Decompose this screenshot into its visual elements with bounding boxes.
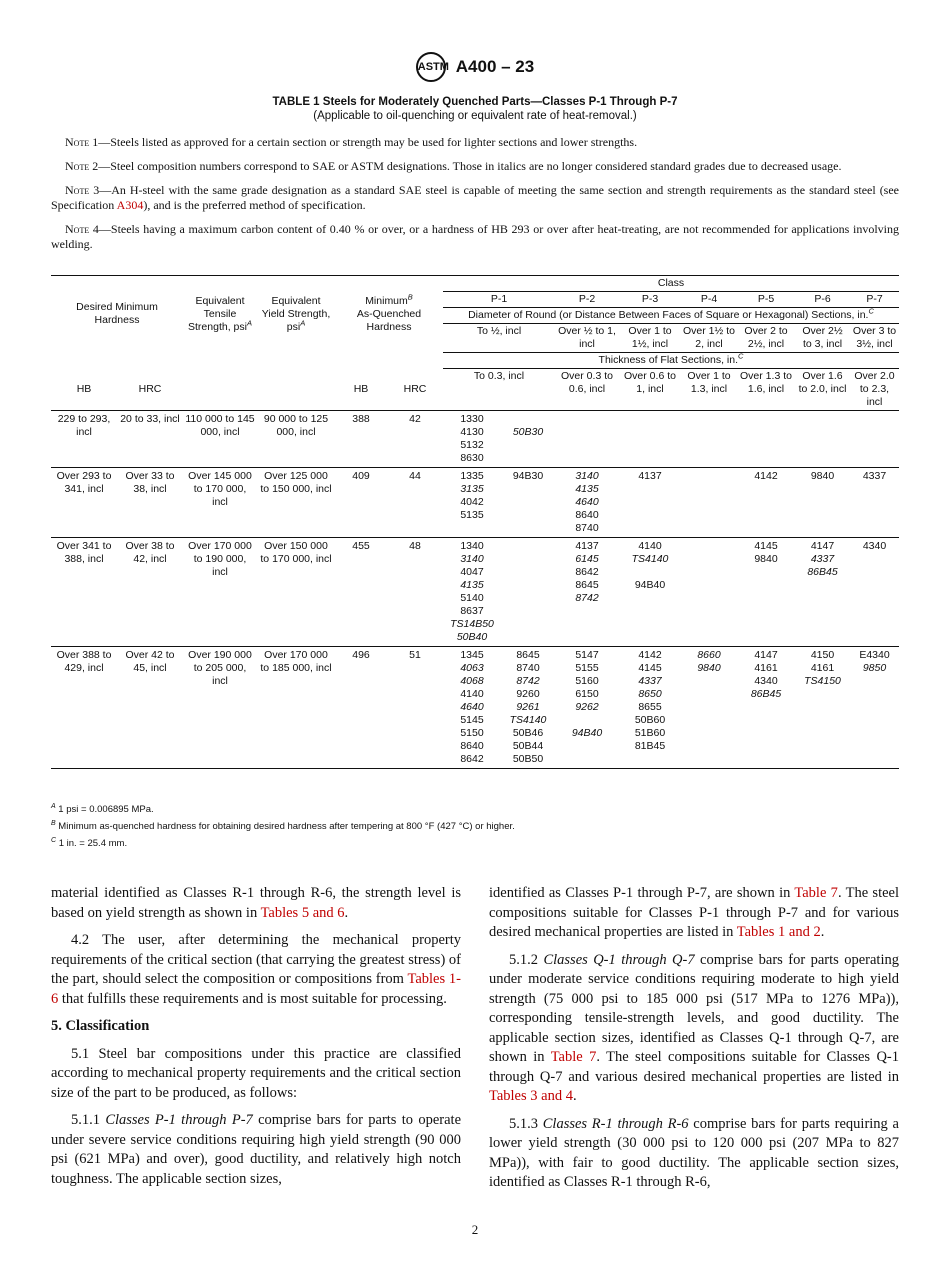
steel-grade: 4147: [810, 540, 835, 552]
thickness-header-text: Thickness of Flat Sections, in.: [598, 354, 739, 366]
steel-grade: 4140: [638, 540, 662, 552]
desired-hardness-header: Desired Minimum Hardness: [51, 276, 183, 353]
steels-p2: [555, 411, 619, 468]
hb-range: Over 388 to 429, incl: [51, 647, 117, 769]
table-footnotes: [51, 800, 515, 851]
steel-grade: 8655: [638, 701, 662, 713]
paragraph-5-1: 5.1 Steel bar compositions under this practice are classified according to mechanical property requirements and the critical section size of the part to be produced, as follows:: [51, 1045, 461, 1101]
steel-grade: 8650: [638, 688, 662, 700]
steel-grade: 1340: [460, 540, 484, 552]
text: 5.1.1: [71, 1112, 106, 1128]
steel-grade: 8740: [575, 522, 599, 534]
page-number: 2: [471, 1222, 479, 1237]
steel-grade: 4135: [575, 483, 599, 495]
steel-grade: 51B60: [634, 727, 666, 739]
flat-size-p2: Over 0.3 to 0.6, incl: [561, 370, 613, 395]
steel-grade: 86B45: [807, 566, 838, 578]
steel-grade: 4130: [460, 426, 484, 438]
steels-p2: [555, 647, 619, 769]
steels-p6: [795, 468, 850, 538]
note-label: Note 4: [65, 222, 99, 236]
steels-p1-b: [501, 468, 555, 538]
class-p1: P-1: [443, 292, 555, 308]
steels-p7: [850, 538, 899, 647]
body-column-right: [489, 884, 899, 1201]
steel-grade: TS4150: [804, 675, 841, 687]
footnote: [51, 800, 515, 817]
spec-a304-link[interactable]: A304: [116, 198, 144, 212]
steel-grade: 9262: [575, 701, 599, 713]
steel-grade: 8642: [460, 753, 484, 765]
steel-grade: 50B50: [512, 753, 544, 765]
yield-range: Over 125 000 to 150 000, incl: [257, 468, 335, 538]
steels-p3: [619, 411, 681, 468]
steel-grade: 8742: [575, 592, 599, 604]
steel-grade: 8645: [516, 649, 540, 661]
steels-p1-a: [443, 468, 501, 538]
class-name: Classes Q-1 through Q-7: [543, 951, 695, 968]
steel-grade: 8642: [575, 566, 599, 578]
table-7-link[interactable]: Table 7: [794, 885, 838, 901]
steel-grade: 50B60: [634, 714, 666, 726]
steels-p5: [737, 538, 795, 647]
diameter-header-text: Diameter of Round (or Distance Between Faces of Square or Hexagonal) Sections, in.: [468, 309, 869, 321]
round-size-p2: Over ½ to 1, incl: [558, 325, 616, 350]
steel-grade: 94B30: [512, 470, 544, 482]
steel-grade: 6150: [575, 688, 599, 700]
table-row: [51, 468, 899, 538]
steel-grade: 8637: [460, 605, 484, 617]
footnote-mark: C: [51, 837, 57, 845]
steel-grade: 1335: [460, 470, 484, 482]
min-hrc: 44: [387, 468, 443, 538]
footnote-text: 1 in. = 25.4 mm.: [56, 838, 128, 850]
round-size-p3: Over 1 to 1½, incl: [628, 325, 672, 350]
steel-grade: [621, 566, 679, 579]
tables-5-6-link[interactable]: Tables 5 and 6: [260, 904, 345, 921]
min-hardness-header: [335, 276, 443, 353]
table-subtitle: (Applicable to oil-quenching or equivalent rate of heat-removal.): [313, 110, 637, 122]
text: . The steel compositions suitable for Classes Q-1 through Q-7 and various desired mechanical properties are listed in: [489, 1049, 900, 1085]
header-spacer: [51, 353, 443, 369]
table-row: [51, 411, 899, 468]
steel-grade: 5150: [460, 727, 484, 739]
yield-range: Over 170 000 to 185 000, incl: [257, 647, 335, 769]
steel-grade: 4640: [575, 496, 599, 508]
flat-size-p5: Over 1.3 to 1.6, incl: [740, 370, 792, 395]
text: .: [344, 904, 349, 921]
steel-grade: 4340: [754, 675, 778, 687]
min-hrc: 51: [387, 647, 443, 769]
steel-grade: [557, 714, 617, 727]
note-text: —An H-steel with the same grade designation as a standard SAE steel is capable of meeting the same section and strength requirements as the standard steel (see Specification: [51, 183, 900, 212]
footnote-mark: B: [407, 292, 413, 302]
min-hrc: 42: [387, 411, 443, 468]
steel-grade: 8742: [516, 675, 540, 687]
flat-size-p7: Over 2.0 to 2.3, incl: [854, 370, 895, 408]
class-header: Class: [443, 276, 899, 292]
round-size-p6: Over 2½ to 3, incl: [802, 325, 843, 350]
steel-grade: 8645: [575, 579, 599, 591]
steel-grade: TS4140: [631, 553, 669, 565]
text: 4.2 The user, after determining the mechanical property requirements of the critical section (that carrying the greatest stress) of the part, should select the composition or compositions from: [51, 932, 461, 987]
tensile-header: [183, 276, 257, 353]
steel-grade: 4068: [460, 675, 484, 687]
table-notes: [51, 135, 899, 261]
steel-grade: 5140: [460, 592, 484, 604]
note-3: [51, 183, 899, 213]
steels-p1-a: [443, 538, 501, 647]
text: .: [820, 924, 825, 940]
steel-grade: 4640: [460, 701, 484, 713]
steels-p3: [619, 538, 681, 647]
steel-grade: 4337: [638, 675, 662, 687]
note-1: [51, 135, 899, 150]
steel-grade: 9840: [697, 662, 721, 674]
steels-p5: [737, 647, 795, 769]
note-label: Note 2: [65, 159, 99, 173]
steel-grade: 4147: [754, 649, 778, 661]
steel-grade: 3140: [460, 553, 484, 565]
steel-grade: 4145: [754, 540, 778, 552]
steel-grade: 3135: [460, 483, 484, 495]
steels-p6: [795, 411, 850, 468]
steel-grade: 4137: [575, 540, 599, 552]
steel-grade: 4142: [638, 649, 662, 661]
steels-p7: [850, 468, 899, 538]
steel-grade: 1345: [460, 649, 484, 661]
header-spacer: [183, 369, 257, 411]
footnote: [51, 834, 515, 851]
text: 5.1.2: [509, 951, 544, 968]
steel-grade: 8640: [575, 509, 599, 521]
steels-p2: [555, 538, 619, 647]
steel-grade: 8640: [460, 740, 484, 752]
table-row: [51, 538, 899, 647]
flat-size-p4: Over 1 to 1.3, incl: [687, 370, 731, 395]
steel-grade: 50B44: [512, 740, 544, 752]
note-text: —Steels having a maximum carbon content of 0.40 % or over, or a hardness of HB 293 or over after heat-treating, are not recommended for applications involving welding.: [51, 222, 900, 251]
steel-grade: 4161: [810, 662, 835, 674]
min-hb: 496: [335, 647, 387, 769]
steel-grade: 9850: [862, 662, 887, 674]
steel-table: [51, 275, 899, 769]
class-p3: P-3: [619, 292, 681, 308]
steel-grade: 1330: [460, 413, 484, 425]
min-hrc-header: HRC: [403, 382, 427, 395]
footnote-text: Minimum as-quenched hardness for obtaining desired hardness after tempering at 800 °F (427 °C) or higher.: [55, 821, 515, 833]
text: that fulfills these requirements and is most suitable for processing.: [58, 990, 447, 1007]
steel-grade: 50B46: [512, 727, 544, 739]
class-name: Classes R-1 through R-6: [542, 1115, 689, 1132]
steels-p4: [681, 538, 737, 647]
steels-p4: [681, 647, 737, 769]
standard-designation: A400 – 23: [455, 57, 535, 76]
steel-grade: 4137: [638, 470, 662, 482]
steel-grade: 9840: [810, 470, 835, 482]
steels-p1-b: [501, 538, 555, 647]
steel-grade: [503, 413, 553, 426]
steels-p6: [795, 538, 850, 647]
steel-grade: 50B40: [456, 631, 488, 643]
body-column-left: [51, 884, 461, 1197]
steels-p1-a: [443, 647, 501, 769]
tensile-range: 110 000 to 145 000, incl: [183, 411, 257, 468]
tables-3-4-link[interactable]: Tables 3 and 4: [489, 1088, 573, 1104]
min-hrc: 48: [387, 538, 443, 647]
steel-grade: 94B40: [571, 727, 603, 739]
hb-range: Over 341 to 388, incl: [51, 538, 117, 647]
steel-grade: 5147: [575, 649, 599, 661]
yield-range: 90 000 to 125 000, incl: [257, 411, 335, 468]
hb-range: Over 293 to 341, incl: [51, 468, 117, 538]
steel-grade: 9260: [516, 688, 540, 700]
steel-grade: 4063: [460, 662, 484, 674]
footnote-mark: B: [51, 820, 56, 828]
table-7-link[interactable]: Table 7: [550, 1049, 597, 1065]
class-p4: P-4: [681, 292, 737, 308]
hrc-range: Over 42 to 45, incl: [117, 647, 183, 769]
hb-range: 229 to 293, incl: [51, 411, 117, 468]
round-size-p1: To ½, incl: [476, 325, 522, 337]
steel-grade: 4337: [810, 553, 835, 565]
text: identified as Classes P-1 through P-7, are shown in: [489, 885, 795, 901]
hb-header: HB: [76, 382, 92, 395]
table-row: [51, 647, 899, 769]
steel-grade: 86B45: [750, 688, 782, 700]
table-title: TABLE 1 Steels for Moderately Quenched Parts—Classes P-1 Through P-7: [272, 96, 678, 108]
steel-grade: 5132: [460, 439, 484, 451]
min-hb-header: HB: [353, 382, 369, 395]
min-hb: 388: [335, 411, 387, 468]
steel-grade: 4047: [460, 566, 484, 578]
steel-grade: 5160: [575, 675, 599, 687]
steel-grade: 4145: [638, 662, 662, 674]
min-hardness-text: Minimum: [365, 294, 408, 307]
steel-grade: 4340: [862, 540, 887, 552]
footnote-text: 1 psi = 0.006895 MPa.: [55, 804, 154, 816]
note-label: Note 3: [65, 183, 100, 197]
class-p7: P-7: [850, 292, 899, 308]
footnote-mark: A: [300, 318, 306, 328]
steels-p1-b: [501, 411, 555, 468]
text: .: [572, 1088, 577, 1104]
footnote-mark: C: [868, 306, 874, 316]
class-p5: P-5: [737, 292, 795, 308]
diameter-header: [443, 308, 899, 324]
paragraph-5-1-1: [51, 1111, 461, 1189]
round-size-p5: Over 2 to 2½, incl: [744, 325, 788, 350]
steel-grade: 81B45: [634, 740, 666, 752]
steels-p5: [737, 411, 795, 468]
steel-grade: 5135: [460, 509, 484, 521]
steel-grade: 94B40: [634, 579, 666, 591]
steel-grade: 4135: [460, 579, 484, 591]
steels-p4: [681, 411, 737, 468]
hrc-range: 20 to 33, incl: [117, 411, 183, 468]
hrc-range: Over 33 to 38, incl: [117, 468, 183, 538]
steels-p4: [681, 468, 737, 538]
min-hb: 455: [335, 538, 387, 647]
astm-logo-icon: ASTM: [416, 52, 446, 82]
text: material identified as Classes R-1 through R-6, the strength level is based on yield strength as shown in: [51, 885, 461, 921]
tables-1-2-link[interactable]: Tables 1 and 2: [736, 924, 821, 940]
steel-grade: E4340: [859, 649, 890, 661]
flat-size-p1: To 0.3, incl: [473, 370, 525, 382]
steel-grade: 50B30: [512, 426, 544, 438]
hrc-header: HRC: [138, 382, 162, 395]
tables-1-6-link[interactable]: Tables 1-6: [51, 971, 461, 1007]
steel-grade: 5145: [460, 714, 484, 726]
steel-grade: 3140: [575, 470, 599, 482]
round-size-p7: Over 3 to 3½, incl: [852, 325, 897, 350]
note-text: ), and is the preferred method of specification.: [143, 198, 366, 212]
steel-grade: TS14B50: [450, 618, 494, 630]
steel-grade: 8660: [697, 649, 721, 661]
text: 5.1.3: [509, 1115, 543, 1132]
flat-size-p6: Over 1.6 to 2.0, incl: [798, 370, 847, 395]
steel-grade: 4161: [754, 662, 778, 674]
note-label: Note 1: [65, 135, 99, 149]
steel-grade: 8740: [516, 662, 540, 674]
steel-grade: 4337: [862, 470, 887, 482]
text: . The steel compositions suitable for Classes P-1 through P-7 and for various desired mechanical properties are listed in: [489, 885, 900, 940]
steels-p1-a: [443, 411, 501, 468]
class-p6: P-6: [795, 292, 850, 308]
steel-grade: 4042: [460, 496, 484, 508]
steel-grade: TS4140: [509, 714, 547, 726]
yield-header-text: Equivalent Yield Strength, psi: [261, 294, 331, 333]
steels-p7: [850, 411, 899, 468]
steel-grade: 5155: [575, 662, 599, 674]
hrc-range: Over 38 to 42, incl: [117, 538, 183, 647]
steel-grade: 4142: [754, 470, 778, 482]
note-2: [51, 159, 899, 174]
paragraph-4-2: [51, 931, 461, 1009]
paragraph-5-1-3: [489, 1115, 899, 1193]
steels-p5: [737, 468, 795, 538]
steels-p6: [795, 647, 850, 769]
note-text: —Steels listed as approved for a certain section or strength may be used for lighter sections and lower strengths.: [98, 135, 638, 149]
tensile-range: Over 170 000 to 190 000, incl: [183, 538, 257, 647]
steels-p3: [619, 468, 681, 538]
steel-grade: 9261: [516, 701, 540, 713]
note-4: [51, 222, 899, 252]
min-hb: 409: [335, 468, 387, 538]
table-caption: [0, 95, 950, 123]
steel-grade: 6145: [575, 553, 599, 565]
header-spacer: [257, 369, 335, 411]
text: comprise bars for parts requiring a lower yield strength (30 000 psi to 120 000 psi (207 MPa to 827 MPa)), with fair to good ductility. The applicable section sizes, identified as Classes R-1 through R-6,: [489, 1115, 899, 1190]
paragraph-5-1-2: [489, 951, 899, 1107]
steel-grade: 4140: [460, 688, 484, 700]
steels-p3: [619, 647, 681, 769]
class-p2: P-2: [555, 292, 619, 308]
text: comprise bars for parts operating under moderate service conditions requiring moderate to high yield strength (75 000 psi to 185 000 psi (517 MPa to 1276 MPa)), corresponding tensile-strength levels, and good ductility. The applicable section sizes, identified as Classes Q-1 through Q-7, are shown in: [489, 951, 899, 1065]
footnote: [51, 817, 515, 834]
class-name: Classes P-1 through P-7: [105, 1112, 253, 1128]
flat-size-p3: Over 0.6 to 1, incl: [624, 370, 676, 395]
paragraph: [489, 884, 899, 943]
round-size-p4: Over 1½ to 2, incl: [683, 325, 735, 350]
tensile-header-text: Equivalent Tensile Strength, psi: [188, 294, 247, 333]
steel-grade: 9840: [754, 553, 778, 565]
steel-grade: 4150: [810, 649, 835, 661]
document-header: [0, 52, 950, 82]
paragraph: [51, 884, 461, 923]
steel-grade: 8630: [460, 452, 484, 464]
footnote-mark: A: [51, 803, 56, 810]
thickness-header: [443, 353, 899, 369]
text: comprise bars for parts to operate under severe service conditions requiring high yield strength (90 000 psi (621 MPa) and over), good ductility, and relatively high notch toughness. The applicable section sizes,: [51, 1112, 462, 1187]
tensile-range: Over 190 000 to 205 000, incl: [183, 647, 257, 769]
section-heading: 5. Classification: [51, 1018, 150, 1034]
yield-header: [257, 276, 335, 353]
footnote-mark: A: [246, 318, 252, 328]
footnote-mark: C: [738, 351, 744, 361]
min-hardness-text-2: As-Quenched Hardness: [356, 307, 422, 333]
tensile-range: Over 145 000 to 170 000, incl: [183, 468, 257, 538]
steels-p2: [555, 468, 619, 538]
note-text: —Steel composition numbers correspond to SAE or ASTM designations. Those in italics are no longer considered standard grades due to decreased usage.: [98, 159, 842, 173]
steels-p7: [850, 647, 899, 769]
steels-p1-b: [501, 647, 555, 769]
yield-range: Over 150 000 to 170 000, incl: [257, 538, 335, 647]
